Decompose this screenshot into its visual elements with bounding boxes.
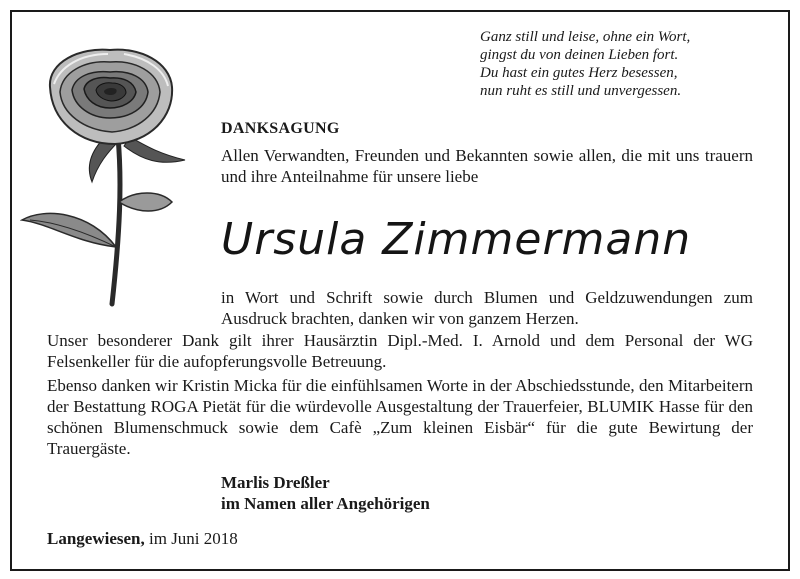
poem-line: Du hast ein gutes Herz besessen, [480, 65, 678, 81]
signature-subtitle: im Namen aller Angehörigen [221, 494, 430, 513]
place-name: Langewiesen, [47, 529, 145, 548]
poem-line: gingst du von deinen Lieben fort. [480, 47, 679, 63]
thanks-paragraph: in Wort und Schrift sowie durch Blumen und Geldzuwendungen zum Ausdruck brachten, danken wir von ganzem Herzen. [221, 288, 753, 328]
poem-line: nun ruht es still und unvergessen. [480, 83, 682, 99]
poem-line: Ganz still und leise, ohne ein Wort, [480, 29, 691, 45]
date-text: im Juni 2018 [149, 529, 238, 548]
place-date [47, 528, 238, 549]
signature-name: Marlis Dreßler [221, 473, 330, 492]
deceased-name: Ursula Zimmermann [221, 214, 692, 265]
thanks-paragraph: Ebenso danken wir Kristin Micka für die einfühlsamen Worte in der Abschiedsstunde, den Mitarbeitern der Bestattung ROGA Pietät für die würdevolle Ausgestaltung der Trauerfeier, BLUMIK Hasse für den schönen Blumenschmuck sowie dem Cafè „Zum kleinen Eisbär“ für die gute Bewirtung der Trauergäste. [47, 376, 753, 458]
thanks-paragraph: Unser besonderer Dank gilt ihrer Hausärztin Dipl.-Med. I. Arnold und dem Personal der WG Felsenkeller für die aufopferungsvolle Betreuung. [47, 331, 753, 371]
rose-stem [112, 137, 120, 304]
poem [480, 28, 752, 100]
rose-illustration [20, 42, 195, 312]
rose-leaf-right [119, 193, 172, 211]
rose-leaf-left [22, 213, 116, 247]
signature [221, 472, 430, 514]
intro-text: Allen Verwandten, Freunden und Bekannten sowie allen, die mit uns trauern und ihre Anteilnahme für unsere liebe [221, 146, 753, 186]
notice-heading: DANKSAGUNG [221, 120, 340, 137]
